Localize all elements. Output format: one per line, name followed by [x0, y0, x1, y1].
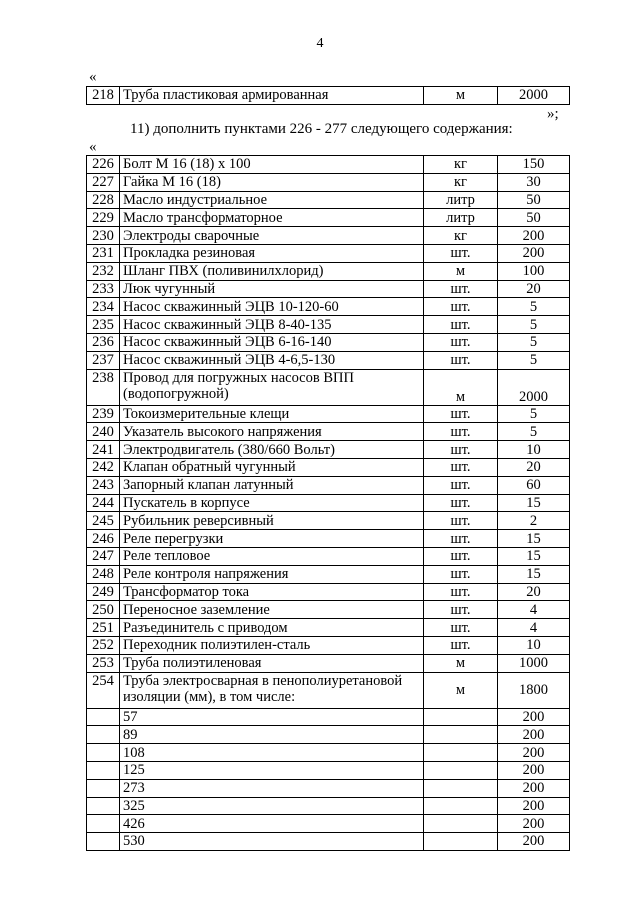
- row-unit: шт.: [424, 512, 498, 530]
- row-unit: шт.: [424, 405, 498, 423]
- table-row: [87, 173, 570, 191]
- row-unit: шт.: [424, 530, 498, 548]
- row-quantity: 5: [498, 333, 570, 351]
- table-row: [87, 209, 570, 227]
- row-number: 254: [87, 672, 120, 708]
- row-unit: шт.: [424, 494, 498, 512]
- row-quantity: 50: [498, 209, 570, 227]
- row-quantity: 4: [498, 619, 570, 637]
- row-number: 230: [87, 227, 120, 245]
- row-number: 236: [87, 333, 120, 351]
- table-row: [87, 298, 570, 316]
- row-unit: шт.: [424, 601, 498, 619]
- table-row: [87, 369, 570, 405]
- row-number: 237: [87, 351, 120, 369]
- row-number: 218: [87, 87, 120, 105]
- row-name: Переносное заземление: [120, 601, 424, 619]
- table-row: [87, 761, 570, 779]
- table-row: [87, 815, 570, 833]
- row-unit: м: [424, 369, 498, 405]
- row-number: 245: [87, 512, 120, 530]
- row-unit: шт.: [424, 565, 498, 583]
- row-name: Труба пластиковая армированная: [120, 87, 424, 105]
- row-unit: [424, 726, 498, 744]
- row-unit: [424, 744, 498, 762]
- row-name: 108: [120, 744, 424, 762]
- row-quantity: 15: [498, 547, 570, 565]
- row-unit: литр: [424, 209, 498, 227]
- row-number: [87, 833, 120, 851]
- row-name: Указатель высокого напряжения: [120, 423, 424, 441]
- row-unit: [424, 708, 498, 726]
- row-number: 241: [87, 441, 120, 459]
- row-name: Люк чугунный: [120, 280, 424, 298]
- table-row: [87, 601, 570, 619]
- row-unit: м: [424, 262, 498, 280]
- row-name: Масло индустриальное: [120, 191, 424, 209]
- row-name: 89: [120, 726, 424, 744]
- row-quantity: 4: [498, 601, 570, 619]
- table-row: [87, 494, 570, 512]
- row-quantity: 60: [498, 476, 570, 494]
- table-row: [87, 547, 570, 565]
- table-row: [87, 351, 570, 369]
- row-quantity: 200: [498, 244, 570, 262]
- open-quote-2: «: [89, 139, 97, 155]
- row-quantity: 200: [498, 227, 570, 245]
- row-name: 426: [120, 815, 424, 833]
- row-quantity: 10: [498, 441, 570, 459]
- row-name: Провод для погружных насосов ВПП (водопогружной): [120, 369, 424, 405]
- row-name: Труба полиэтиленовая: [120, 654, 424, 672]
- row-quantity: 200: [498, 708, 570, 726]
- row-unit: кг: [424, 227, 498, 245]
- row-quantity: 200: [498, 815, 570, 833]
- table-row: [87, 530, 570, 548]
- row-number: [87, 815, 120, 833]
- row-name: 125: [120, 761, 424, 779]
- table-row: [87, 405, 570, 423]
- row-number: 233: [87, 280, 120, 298]
- row-quantity: 2: [498, 512, 570, 530]
- row-name: Клапан обратный чугунный: [120, 458, 424, 476]
- row-number: 226: [87, 156, 120, 174]
- row-number: [87, 744, 120, 762]
- row-number: [87, 761, 120, 779]
- row-number: 231: [87, 244, 120, 262]
- row-quantity: 1000: [498, 654, 570, 672]
- table-row: [87, 280, 570, 298]
- row-quantity: 20: [498, 583, 570, 601]
- table-row: [87, 619, 570, 637]
- row-unit: шт.: [424, 280, 498, 298]
- row-name: Гайка М 16 (18): [120, 173, 424, 191]
- row-number: 253: [87, 654, 120, 672]
- table-row: [87, 333, 570, 351]
- row-quantity: 5: [498, 316, 570, 334]
- table-row: [87, 565, 570, 583]
- table-row: [87, 708, 570, 726]
- row-name: Разъединитель с приводом: [120, 619, 424, 637]
- row-name: Насос скважинный ЭЦВ 6-16-140: [120, 333, 424, 351]
- table-row: [87, 654, 570, 672]
- row-number: 248: [87, 565, 120, 583]
- row-number: 235: [87, 316, 120, 334]
- row-name: Запорный клапан латунный: [120, 476, 424, 494]
- table-row: [87, 672, 570, 708]
- row-name: Насос скважинный ЭЦВ 10-120-60: [120, 298, 424, 316]
- row-unit: [424, 779, 498, 797]
- row-name: 57: [120, 708, 424, 726]
- row-number: 252: [87, 636, 120, 654]
- table-row: [87, 744, 570, 762]
- row-number: [87, 779, 120, 797]
- page-number: 4: [316, 36, 324, 51]
- table-row: [87, 797, 570, 815]
- row-quantity: 200: [498, 744, 570, 762]
- row-number: [87, 726, 120, 744]
- row-quantity: 5: [498, 423, 570, 441]
- table-row: [87, 227, 570, 245]
- instruction-text: 11) дополнить пунктами 226 - 277 следующего содержания:: [130, 121, 513, 137]
- row-number: 238: [87, 369, 120, 405]
- row-unit: шт.: [424, 583, 498, 601]
- row-unit: шт.: [424, 476, 498, 494]
- row-name: Переходник полиэтилен-сталь: [120, 636, 424, 654]
- row-quantity: 15: [498, 565, 570, 583]
- row-quantity: 15: [498, 494, 570, 512]
- row-number: 244: [87, 494, 120, 512]
- row-number: 246: [87, 530, 120, 548]
- row-quantity: 2000: [498, 87, 570, 105]
- row-number: 234: [87, 298, 120, 316]
- row-number: 250: [87, 601, 120, 619]
- row-unit: [424, 833, 498, 851]
- table-row: [87, 244, 570, 262]
- row-name: 530: [120, 833, 424, 851]
- row-name: Масло трансформаторное: [120, 209, 424, 227]
- table-row: [87, 476, 570, 494]
- row-name: Насос скважинный ЭЦВ 8-40-135: [120, 316, 424, 334]
- row-number: 239: [87, 405, 120, 423]
- row-quantity: 100: [498, 262, 570, 280]
- row-name: Электродвигатель (380/660 Вольт): [120, 441, 424, 459]
- row-name: Реле тепловое: [120, 547, 424, 565]
- row-unit: м: [424, 672, 498, 708]
- row-name: Насос скважинный ЭЦВ 4-6,5-130: [120, 351, 424, 369]
- row-unit: шт.: [424, 636, 498, 654]
- row-quantity: 200: [498, 779, 570, 797]
- row-unit: [424, 815, 498, 833]
- row-number: 228: [87, 191, 120, 209]
- row-quantity: 200: [498, 797, 570, 815]
- table-row: [87, 87, 570, 105]
- row-number: 232: [87, 262, 120, 280]
- row-quantity: 20: [498, 280, 570, 298]
- row-number: 242: [87, 458, 120, 476]
- table-row: [87, 262, 570, 280]
- row-name: Электроды сварочные: [120, 227, 424, 245]
- open-quote-1: «: [89, 69, 97, 85]
- row-quantity: 1800: [498, 672, 570, 708]
- table-row: [87, 833, 570, 851]
- row-number: [87, 797, 120, 815]
- table-row: [87, 423, 570, 441]
- table-row: [87, 583, 570, 601]
- row-number: 247: [87, 547, 120, 565]
- row-quantity: 20: [498, 458, 570, 476]
- row-unit: шт.: [424, 333, 498, 351]
- row-unit: кг: [424, 173, 498, 191]
- row-name: 325: [120, 797, 424, 815]
- row-unit: кг: [424, 156, 498, 174]
- row-name: Реле контроля напряжения: [120, 565, 424, 583]
- row-unit: шт.: [424, 441, 498, 459]
- row-unit: шт.: [424, 619, 498, 637]
- row-unit: шт.: [424, 547, 498, 565]
- row-unit: м: [424, 654, 498, 672]
- row-quantity: 2000: [498, 369, 570, 405]
- row-number: 243: [87, 476, 120, 494]
- row-name: Пускатель в корпусе: [120, 494, 424, 512]
- row-name: Болт М 16 (18) х 100: [120, 156, 424, 174]
- row-quantity: 10: [498, 636, 570, 654]
- row-unit: шт.: [424, 244, 498, 262]
- row-name: Труба электросварная в пенополиуретановой изоляции (мм), в том числе:: [120, 672, 424, 708]
- row-quantity: 200: [498, 833, 570, 851]
- row-number: 227: [87, 173, 120, 191]
- row-unit: [424, 761, 498, 779]
- table-row: [87, 316, 570, 334]
- row-number: 251: [87, 619, 120, 637]
- row-unit: м: [424, 87, 498, 105]
- row-name: Прокладка резиновая: [120, 244, 424, 262]
- close-quote: »;: [547, 106, 559, 122]
- table-row: [87, 726, 570, 744]
- row-quantity: 5: [498, 351, 570, 369]
- table-row: [87, 458, 570, 476]
- row-quantity: 50: [498, 191, 570, 209]
- table-row: [87, 512, 570, 530]
- row-quantity: 30: [498, 173, 570, 191]
- table-row: [87, 441, 570, 459]
- row-number: [87, 708, 120, 726]
- row-quantity: 200: [498, 761, 570, 779]
- row-unit: шт.: [424, 351, 498, 369]
- row-unit: шт.: [424, 423, 498, 441]
- row-unit: шт.: [424, 298, 498, 316]
- row-name: Токоизмерительные клещи: [120, 405, 424, 423]
- table-top: [86, 86, 570, 105]
- row-quantity: 15: [498, 530, 570, 548]
- table-row: [87, 636, 570, 654]
- table-row: [87, 156, 570, 174]
- row-quantity: 150: [498, 156, 570, 174]
- row-number: 229: [87, 209, 120, 227]
- row-quantity: 200: [498, 726, 570, 744]
- row-number: 249: [87, 583, 120, 601]
- row-quantity: 5: [498, 405, 570, 423]
- row-name: Трансформатор тока: [120, 583, 424, 601]
- items-table: [86, 155, 570, 851]
- row-unit: шт.: [424, 458, 498, 476]
- row-name: Рубильник реверсивный: [120, 512, 424, 530]
- row-unit: [424, 797, 498, 815]
- row-name: 273: [120, 779, 424, 797]
- table-row: [87, 191, 570, 209]
- row-quantity: 5: [498, 298, 570, 316]
- row-name: Реле перегрузки: [120, 530, 424, 548]
- row-number: 240: [87, 423, 120, 441]
- row-name: Шланг ПВХ (поливинилхлорид): [120, 262, 424, 280]
- row-unit: шт.: [424, 316, 498, 334]
- row-unit: литр: [424, 191, 498, 209]
- table-row: [87, 779, 570, 797]
